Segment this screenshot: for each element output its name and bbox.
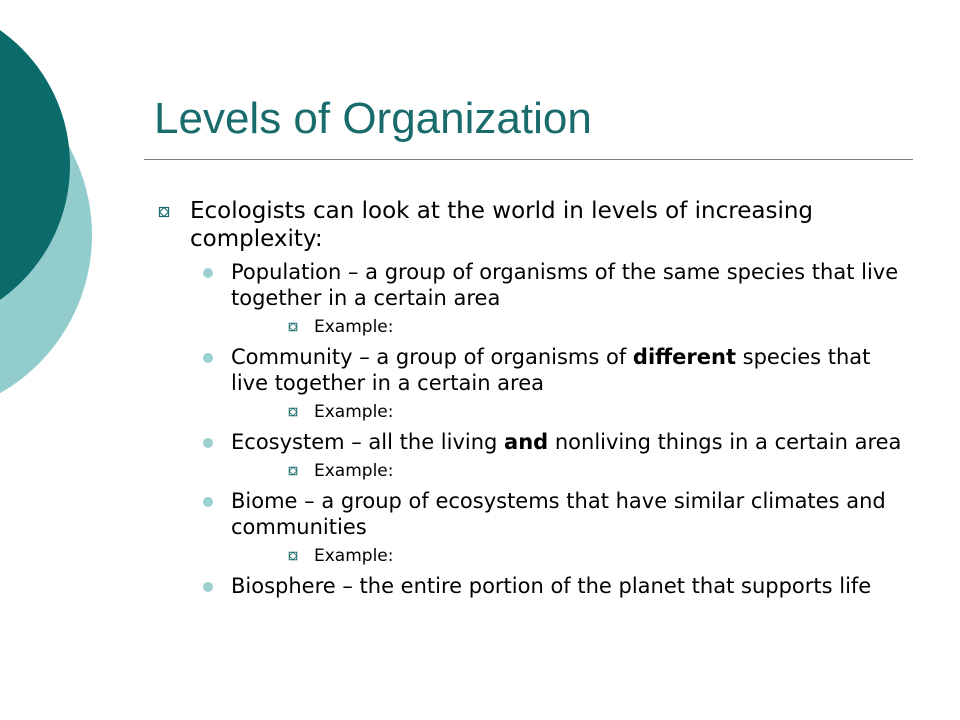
- level-item-population: [190, 259, 910, 338]
- level-description: Community – a group of organisms of different species that live together in a certain area: [231, 345, 871, 395]
- example-list: [231, 316, 910, 338]
- example-label: Example:: [314, 461, 394, 481]
- level-item-biome: [190, 488, 910, 567]
- example-item: [231, 545, 910, 567]
- example-label: Example:: [314, 546, 394, 566]
- square-diamond-bullet-icon: [288, 551, 298, 561]
- level-item-community: [190, 344, 910, 423]
- levels-list: [190, 259, 910, 599]
- level-description: Biome – a group of ecosystems that have similar climates and communities: [231, 489, 886, 539]
- dot-bullet-icon: [203, 582, 213, 592]
- level-item-ecosystem: [190, 429, 910, 482]
- bullet-level-1: [150, 197, 910, 599]
- example-item: [231, 401, 910, 423]
- dot-bullet-icon: [203, 438, 213, 448]
- square-diamond-bullet-icon: [158, 206, 170, 218]
- level-item-biosphere: [190, 573, 910, 599]
- level-description: Population – a group of organisms of the same species that live together in a certain area: [231, 260, 899, 310]
- level-description: Biosphere – the entire portion of the planet that supports life: [231, 574, 872, 598]
- square-diamond-bullet-icon: [288, 407, 298, 417]
- example-item: [231, 460, 910, 482]
- example-list: [231, 460, 910, 482]
- intro-text: Ecologists can look at the world in levels of increasing complexity:: [190, 198, 814, 252]
- square-diamond-bullet-icon: [288, 466, 298, 476]
- square-diamond-bullet-icon: [288, 322, 298, 332]
- example-item: [231, 316, 910, 338]
- example-list: [231, 545, 910, 567]
- dot-bullet-icon: [203, 497, 213, 507]
- dot-bullet-icon: [203, 353, 213, 363]
- decorative-circles: [0, 0, 140, 400]
- dot-bullet-icon: [203, 268, 213, 278]
- level-description: Ecosystem – all the living and nonliving things in a certain area: [231, 430, 902, 454]
- example-label: Example:: [314, 402, 394, 422]
- example-label: Example:: [314, 317, 394, 337]
- slide-content: [150, 197, 910, 605]
- example-list: [231, 401, 910, 423]
- title-divider: [144, 159, 913, 160]
- slide-title: Levels of Organization: [154, 94, 592, 143]
